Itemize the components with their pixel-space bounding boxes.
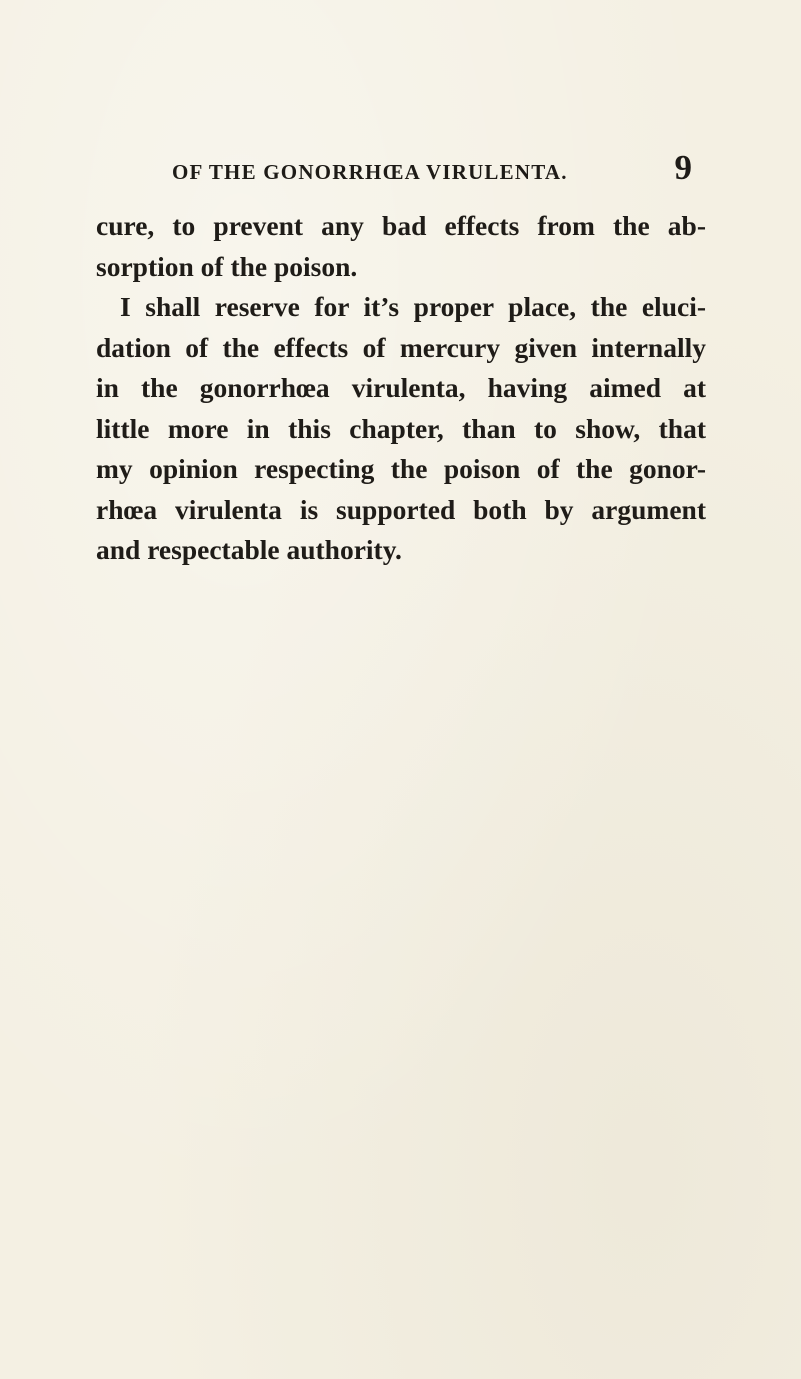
text-line: little more in this chapter, than to show, that (96, 412, 706, 444)
page-number: 9 (674, 148, 692, 187)
text-line: I shall reserve for it’s proper place, the eluci- (120, 291, 706, 322)
text-line: in the gonorrhœa virulenta, having aimed at (96, 372, 706, 403)
text-line: sorption of the poison. (96, 250, 358, 282)
body-text (96, 206, 706, 571)
text-line: cure, to prevent any bad effects from the ab- (96, 210, 706, 241)
text-line: and respectable authority. (96, 534, 402, 565)
running-title: OF THE GONORRHŒA VIRULENTA. (172, 160, 568, 184)
text-line: dation of the effects of mercury given internally (96, 331, 706, 363)
running-head (172, 150, 692, 194)
text-line: rhœa virulenta is supported both by argument (96, 493, 706, 525)
text-line: my opinion respecting the poison of the gonor- (96, 453, 706, 484)
